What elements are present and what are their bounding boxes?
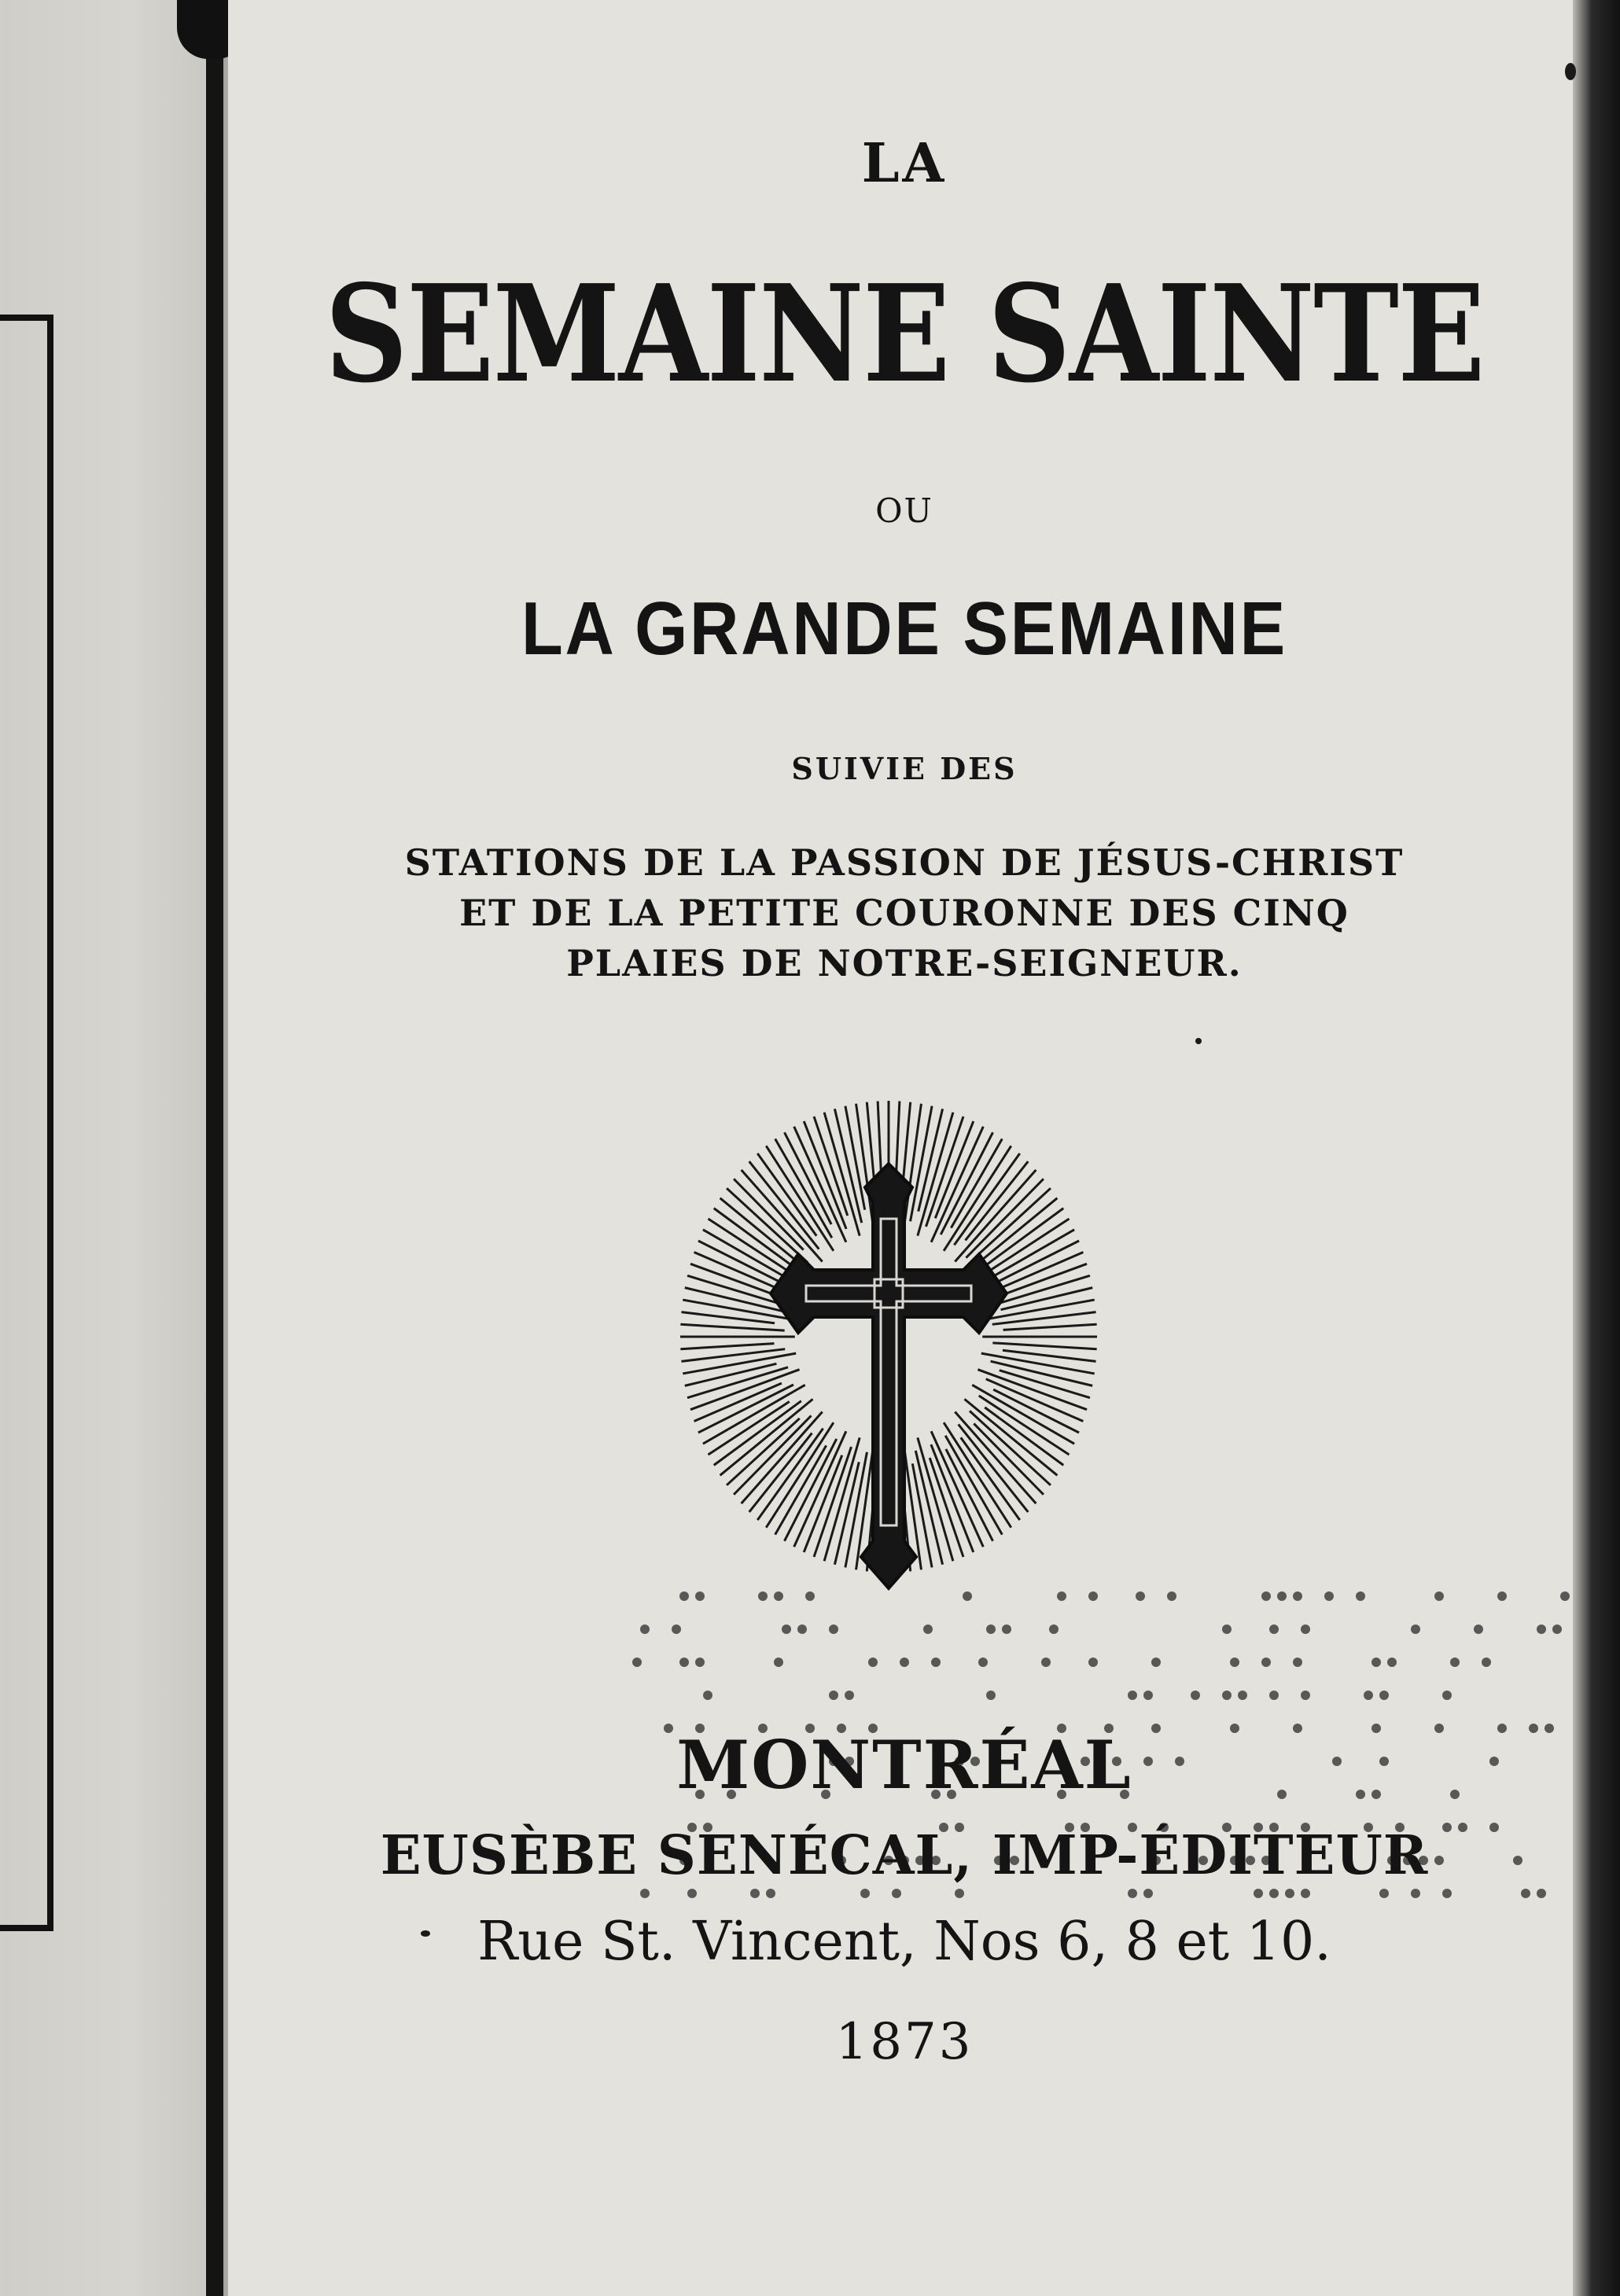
perforation-dot <box>986 1624 996 1634</box>
perforation-dot <box>1002 1624 1011 1634</box>
perforation-dot <box>679 1658 689 1667</box>
ray-line <box>698 1241 784 1284</box>
perforation-dot <box>900 1658 909 1667</box>
perforation-dot <box>963 1591 972 1601</box>
alternate-title: LA GRANDE SEMAINE <box>521 587 1287 671</box>
perforation-dot <box>1537 1624 1546 1634</box>
perforation-dot <box>1411 1624 1420 1634</box>
perforation-dot <box>1379 1691 1389 1700</box>
perforation-dot <box>1497 1591 1507 1601</box>
ray-line <box>681 1349 785 1362</box>
perforation-dot <box>1301 1691 1310 1700</box>
perforation-dot <box>1301 1624 1310 1634</box>
ink-speck <box>1565 63 1576 80</box>
perforation-dot <box>1482 1658 1491 1667</box>
perforation-dot <box>1230 1658 1239 1667</box>
perforation-dot <box>1143 1691 1153 1700</box>
cross-icon <box>771 1164 1007 1588</box>
ray-line <box>935 1121 974 1218</box>
perforation-dot <box>1049 1624 1059 1634</box>
perforation-dot <box>1261 1591 1271 1601</box>
perforation-dot <box>632 1658 642 1667</box>
perforation-dot <box>640 1624 650 1634</box>
perforation-dot <box>845 1691 854 1700</box>
ray-line <box>993 1389 1079 1433</box>
perforation-dot <box>1238 1691 1247 1700</box>
perforation-dot <box>1167 1591 1176 1601</box>
perforation-dot <box>1041 1658 1051 1667</box>
perforation-dot <box>829 1624 838 1634</box>
main-title: SEMAINE SAINTE <box>325 256 1484 413</box>
ink-speck <box>1195 1038 1202 1044</box>
perforation-dot <box>1261 1658 1271 1667</box>
perforation-dot <box>1474 1624 1483 1634</box>
perforation-dot <box>797 1624 807 1634</box>
perforation-dot <box>1324 1591 1334 1601</box>
perforation-dot <box>750 1889 760 1898</box>
perforation-dot <box>1450 1658 1460 1667</box>
perforation-dot <box>703 1691 712 1700</box>
perforation-dot <box>1136 1591 1145 1601</box>
perforation-dot <box>1088 1658 1098 1667</box>
perforation-dot <box>1269 1889 1279 1898</box>
perforation-dot <box>805 1591 815 1601</box>
perforation-dot <box>829 1691 838 1700</box>
perforation-dot <box>766 1889 775 1898</box>
perforation-dot <box>672 1624 681 1634</box>
left-cover-frame <box>0 315 53 1931</box>
perforation-dot <box>978 1658 988 1667</box>
perforation-dot <box>1537 1889 1546 1898</box>
perforation-dot <box>1254 1889 1263 1898</box>
perforation-dot <box>986 1691 996 1700</box>
perforation-dot <box>774 1591 783 1601</box>
radiant-cross-icon <box>668 1101 1109 1604</box>
perforation-dot <box>1371 1658 1381 1667</box>
perforation-dot <box>782 1624 791 1634</box>
perforation-dot <box>955 1889 964 1898</box>
perforation-dot <box>1128 1889 1137 1898</box>
perforation-dot <box>1552 1624 1562 1634</box>
imprint-year: 1873 <box>835 2013 974 2071</box>
subtitle-line: PLAIES DE NOTRE-SEIGNEUR. <box>566 942 1243 984</box>
perforation-dot <box>1057 1591 1066 1601</box>
perforation-dot <box>1222 1624 1232 1634</box>
perforation-dot <box>758 1591 768 1601</box>
perforation-dot <box>1560 1591 1570 1601</box>
perforation-dot <box>1128 1691 1137 1700</box>
perforation-dot <box>860 1889 870 1898</box>
perforation-dot <box>679 1591 689 1601</box>
perforation-dot <box>1521 1889 1530 1898</box>
perforation-dot <box>1434 1591 1444 1601</box>
binding-spine <box>206 0 223 2296</box>
perforation-dot <box>687 1889 697 1898</box>
perforation-dot <box>923 1624 933 1634</box>
perforation-dot <box>1379 1889 1389 1898</box>
imprint-address: Rue St. Vincent, Nos 6, 8 et 10. <box>477 1911 1331 1973</box>
perforation-dot <box>1293 1591 1302 1601</box>
perforation-dot <box>1222 1691 1232 1700</box>
ray-line <box>992 1312 1096 1325</box>
ray-line <box>680 1324 784 1330</box>
imprint-publisher: EUSÈBE SENÉCAL, IMP-ÉDITEUR <box>380 1824 1429 1887</box>
perforation-dot <box>892 1889 901 1898</box>
perforation-dot <box>774 1658 783 1667</box>
perforation-dot <box>1301 1889 1310 1898</box>
perforation-dot <box>1411 1889 1420 1898</box>
perforation-dot <box>1285 1889 1294 1898</box>
subtitle-line: ET DE LA PETITE COURONNE DES CINQ <box>459 892 1349 934</box>
perforation-dot <box>1088 1591 1098 1601</box>
perforation-dot <box>1277 1591 1287 1601</box>
perforation-dot <box>1387 1658 1397 1667</box>
perforation-dot <box>1143 1889 1153 1898</box>
perforation-dot <box>1442 1889 1452 1898</box>
perforation-dot <box>1191 1691 1200 1700</box>
suivie-des: SUIVIE DES <box>791 751 1018 786</box>
perforation-dot <box>1269 1691 1279 1700</box>
perforation-dot <box>1293 1658 1302 1667</box>
perforation-dot <box>695 1658 705 1667</box>
perforation-dot <box>868 1658 878 1667</box>
subtitle-line: STATIONS DE LA PASSION DE JÉSUS-CHRIST <box>404 841 1405 884</box>
title-la: LA <box>861 132 948 195</box>
perforation-dot <box>1151 1658 1161 1667</box>
perforation-dot <box>931 1658 941 1667</box>
title-connector: OU <box>875 491 933 530</box>
perforation-dot <box>695 1591 705 1601</box>
ray-line <box>1003 1324 1097 1330</box>
subtitle-block <box>228 837 1581 988</box>
ray-line <box>804 1455 842 1552</box>
imprint-city: MONTRÉAL <box>676 1726 1132 1804</box>
ray-line <box>992 1343 1096 1349</box>
perforation-dot <box>1269 1624 1279 1634</box>
perforation-dot <box>1442 1691 1452 1700</box>
ray-line <box>680 1344 774 1349</box>
perforation-dot <box>640 1889 650 1898</box>
perforation-dot <box>1356 1591 1365 1601</box>
perforation-dot <box>1364 1691 1373 1700</box>
